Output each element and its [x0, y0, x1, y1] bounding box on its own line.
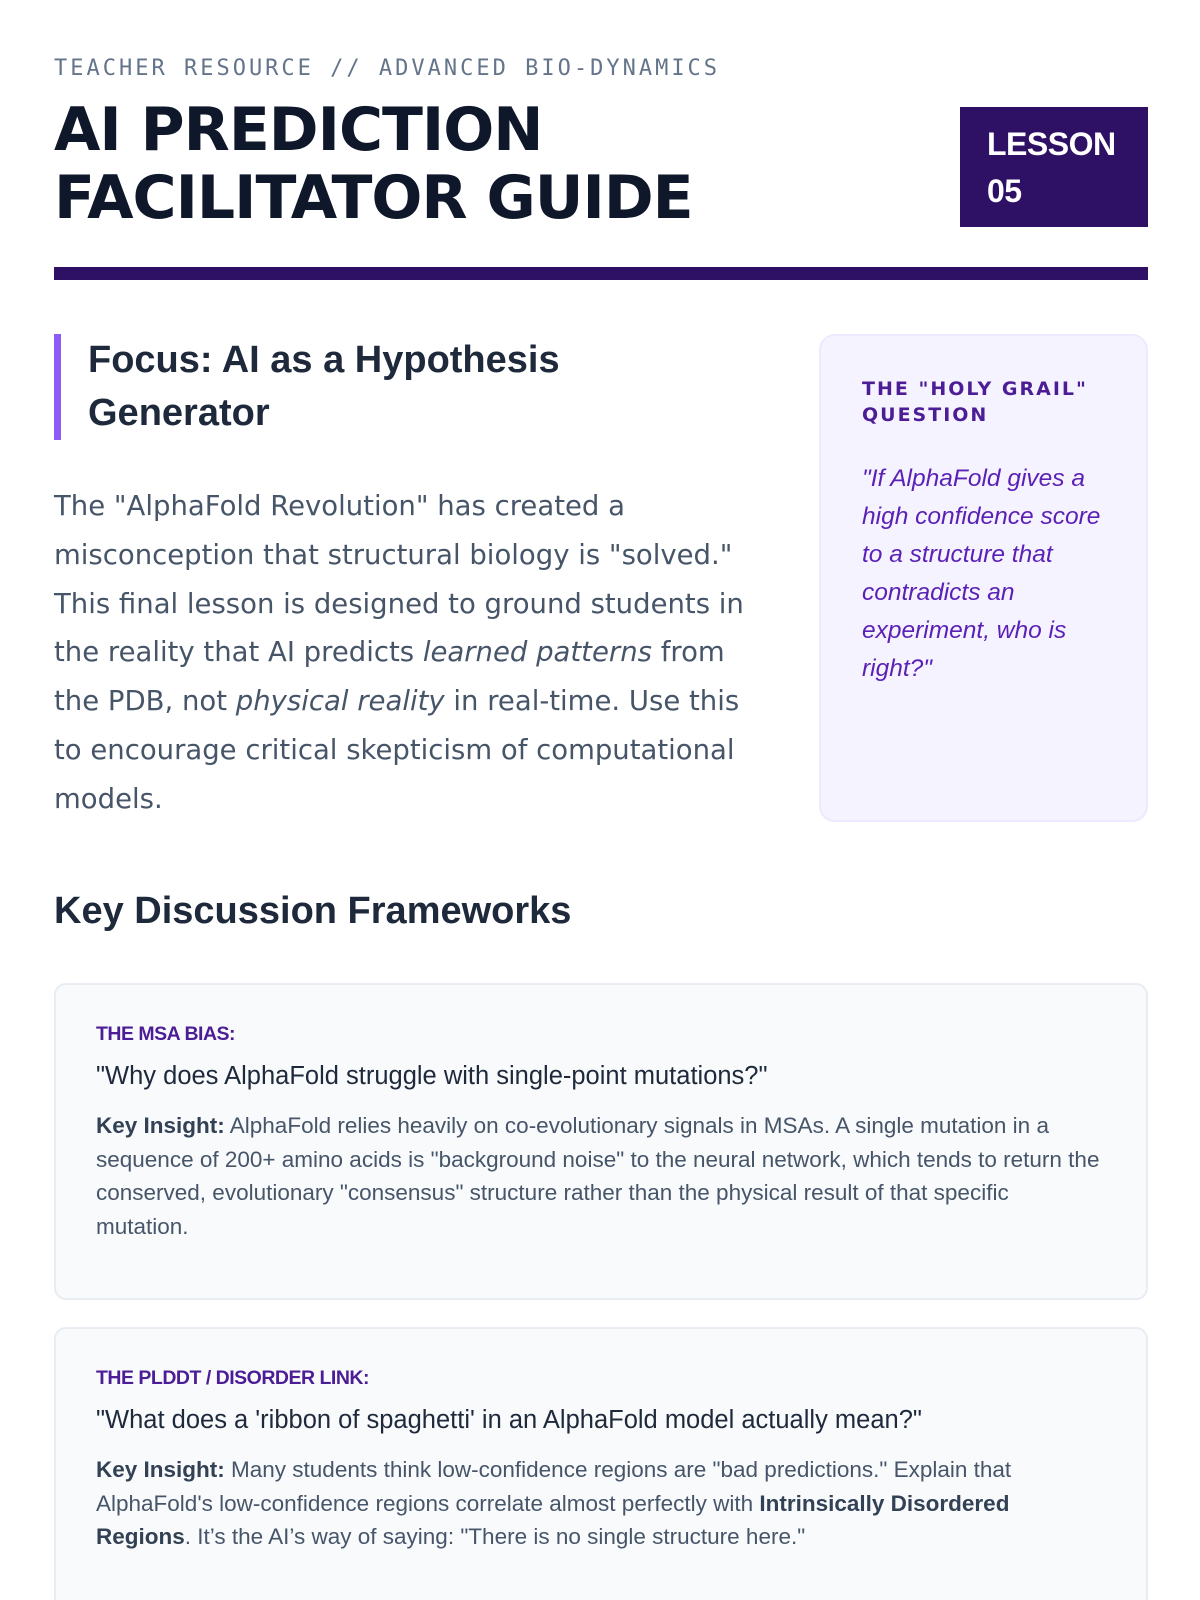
lesson-badge	[960, 107, 1148, 227]
framework-card-question: "Why does AlphaFold struggle with single-point mutations?"	[96, 1062, 768, 1090]
intro-paragraph	[54, 482, 774, 824]
framework-card-question: "What does a 'ribbon of spaghetti' in an AlphaFold model actually mean?"	[96, 1406, 922, 1434]
page-title-line-2: FACILITATOR GUIDE	[54, 163, 693, 233]
insight-label: Key Insight:	[96, 1113, 225, 1138]
framework-card-plddt-disorder	[54, 1327, 1148, 1600]
eyebrow-label: TEACHER RESOURCE // ADVANCED BIO-DYNAMICS	[54, 56, 721, 81]
framework-card-label: THE MSA BIAS:	[96, 1023, 236, 1045]
intro-text-2: from the PDB, not	[54, 636, 725, 718]
focus-heading	[54, 334, 774, 440]
callout-quote: "If AlphaFold gives a high confidence score to a structure that contradicts an experiment, who is right?"	[862, 465, 1101, 682]
focus-heading-line-2: Generator	[88, 392, 270, 434]
insight-text-1: Many students think low-confidence regions are "bad predictions." Explain that AlphaFold's low-confidence regions correlate almost perfectly with	[96, 1457, 1012, 1516]
framework-card-msa-bias	[54, 983, 1148, 1300]
insight-text: AlphaFold relies heavily on co-evolutionary signals in MSAs. A single mutation in a sequence of 200+ amino acids is "background noise" to the neural network, which tends to return the conserved, evolutionary "consensus" structure rather than the physical result of that specific mutation.	[96, 1113, 1100, 1239]
framework-card-insight	[96, 1453, 1106, 1554]
insight-label: Key Insight:	[96, 1457, 225, 1482]
lesson-badge-label: LESSON	[987, 126, 1116, 162]
insight-text-2: . It’s the AI’s way of saying: "There is no single structure here."	[184, 1524, 806, 1549]
intro-emphasis-1: learned patterns	[422, 636, 652, 669]
page-title	[54, 96, 854, 232]
framework-card-insight	[96, 1109, 1106, 1243]
frameworks-heading: Key Discussion Frameworks	[54, 890, 572, 932]
title-divider	[54, 267, 1148, 280]
focus-heading-line-1: Focus: AI as a Hypothesis	[88, 339, 560, 381]
intro-emphasis-2: physical reality	[235, 685, 445, 718]
intro-text-3: in real-time. Use this to encourage critical skepticism of computational models.	[54, 685, 740, 815]
lesson-badge-number: 05	[987, 173, 1022, 209]
insight-bold-term: Intrinsically Disordered Regions	[96, 1490, 1010, 1549]
page-title-line-1: AI PREDICTION	[54, 95, 543, 165]
framework-card-label: THE PLDDT / DISORDER LINK:	[96, 1367, 369, 1389]
callout-label: THE "HOLY GRAIL" QUESTION	[862, 378, 1088, 426]
intro-text-1: The "AlphaFold Revolution" has created a misconception that structural biology is "solved." This final lesson is designed to ground students in the reality that AI predicts	[54, 490, 744, 669]
holy-grail-callout	[819, 334, 1148, 822]
